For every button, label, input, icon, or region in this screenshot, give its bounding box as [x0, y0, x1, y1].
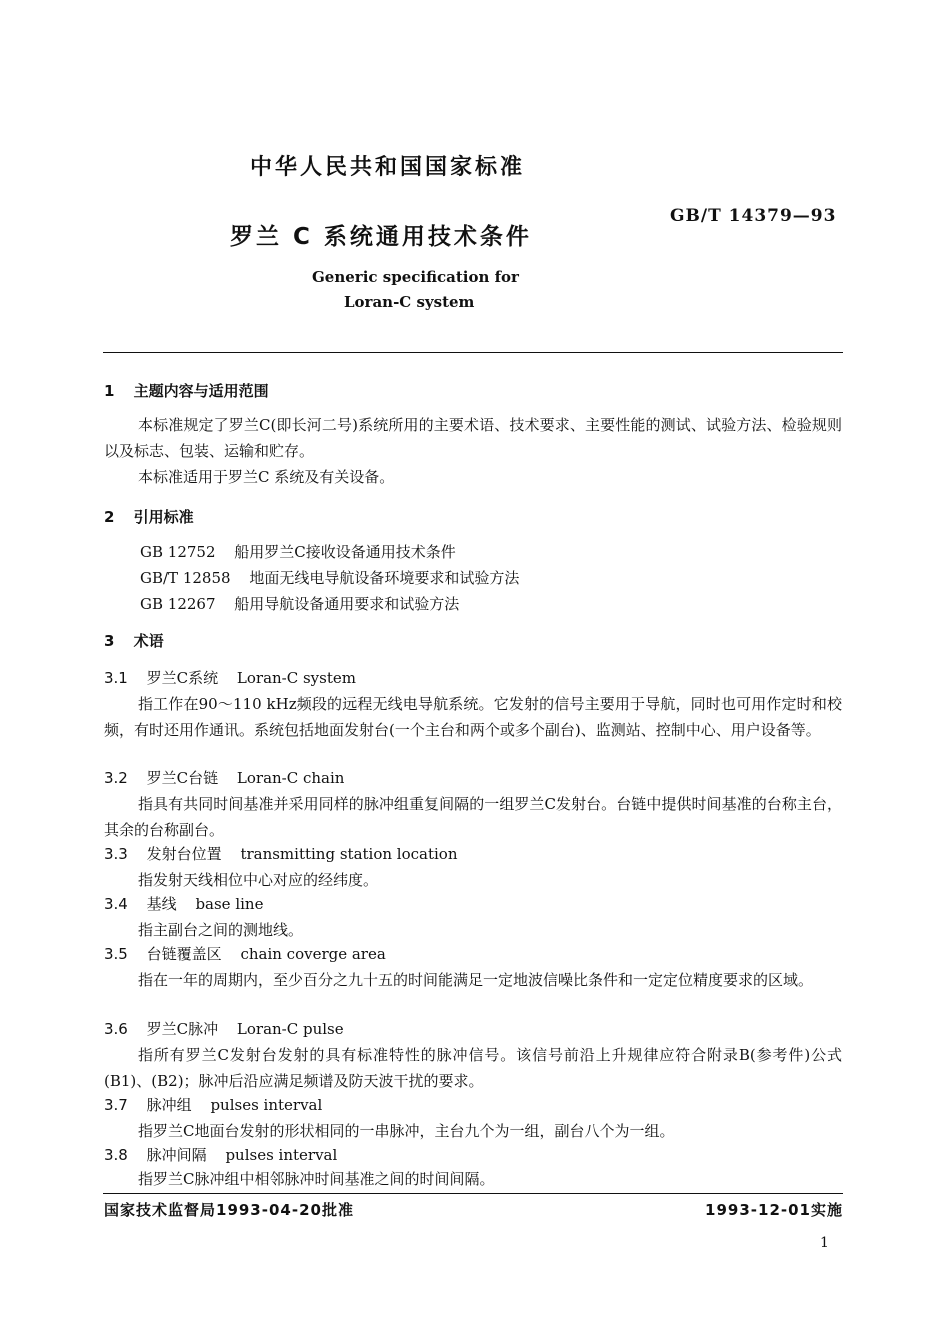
term-definition: 指主副台之间的测地线。	[138, 921, 304, 939]
document-title: 罗兰 C 系统通用技术条件	[230, 224, 532, 250]
reference-code: GB 12267	[140, 595, 216, 613]
section-1-heading	[104, 380, 269, 401]
term-english: transmitting station location	[240, 845, 458, 863]
term-english: base line	[195, 895, 264, 913]
section-1-paragraph-2: 本标准适用于罗兰C 系统及有关设备。	[138, 468, 395, 486]
term-chinese: 罗兰C脉冲	[146, 1020, 219, 1038]
term-english: pulses interval	[225, 1146, 338, 1164]
term-english: Loran-C system	[236, 669, 356, 687]
term-chinese: 脉冲组	[146, 1096, 192, 1114]
term-definition: 指所有罗兰C发射台发射的具有标准特性的脉冲信号。该信号前沿上升规律应符合附录B(参考件)公式(B1)、(B2)；脉冲后沿应满足频谱及防天波干扰的要求。	[104, 1046, 842, 1090]
term-heading	[104, 1015, 344, 1043]
term-chinese: 罗兰C台链	[146, 769, 219, 787]
term-chinese: 台链覆盖区	[146, 945, 222, 963]
header-rule	[103, 352, 843, 353]
term-number: 3.6	[104, 1020, 128, 1038]
term-number: 3.4	[104, 895, 128, 913]
section-3-heading	[104, 630, 164, 651]
reference-title: 船用罗兰C接收设备通用技术条件	[234, 543, 456, 561]
term-definition: 指工作在90～110 kHz频段的远程无线电导航系统。它发射的信号主要用于导航，同时也可用作定时和校频，有时还用作通讯。系统包括地面发射台(一个主台和两个或多个副台)、监测站、控制中心、用户设备等。	[104, 695, 842, 739]
term-heading	[104, 940, 386, 968]
term-number: 3.1	[104, 669, 128, 687]
term-english: chain coverge area	[240, 945, 386, 963]
term-english: Loran-C chain	[236, 769, 345, 787]
section-title: 术语	[133, 632, 164, 650]
section-title: 引用标准	[133, 508, 194, 526]
term-number: 3.7	[104, 1096, 128, 1114]
effective-date: 1993-12-01实施	[705, 1201, 843, 1219]
term-number: 3.3	[104, 845, 128, 863]
term-definition: 指罗兰C脉冲组中相邻脉冲时间基准之间的时间间隔。	[138, 1170, 495, 1188]
approval-line: 国家技术监督局1993-04-20批准	[104, 1201, 354, 1219]
term-heading	[104, 840, 457, 868]
term-number: 3.8	[104, 1146, 128, 1164]
reference-title: 船用导航设备通用要求和试验方法	[234, 595, 460, 613]
standard-code: GB/T 14379—93	[670, 206, 837, 226]
term-definition: 指在一年的周期内，至少百分之九十五的时间能满足一定地波信噪比条件和一定定位精度要求的区域。	[138, 971, 814, 989]
english-title-line1: Generic specification for	[312, 268, 519, 286]
section-title: 主题内容与适用范围	[133, 382, 269, 400]
english-title-line2: Loran-C system	[344, 293, 475, 311]
term-heading	[104, 664, 356, 692]
term-number: 3.5	[104, 945, 128, 963]
standard-banner: 中华人民共和国国家标准	[250, 155, 526, 180]
term-english: Loran-C pulse	[236, 1020, 344, 1038]
section-2-heading	[104, 506, 194, 527]
section-number: 3	[104, 632, 115, 650]
reference-code: GB/T 12858	[140, 569, 231, 587]
page-number: 1	[820, 1235, 829, 1251]
section-1-paragraph-1: 本标准规定了罗兰C(即长河二号)系统所用的主要术语、技术要求、主要性能的测试、试验方法、检验规则以及标志、包装、运输和贮存。	[104, 416, 842, 460]
term-number: 3.2	[104, 769, 128, 787]
term-heading	[104, 1141, 337, 1169]
reference-item	[140, 590, 459, 618]
reference-code: GB 12752	[140, 543, 216, 561]
term-definition: 指罗兰C地面台发射的形状相同的一串脉冲，主台九个为一组，副台八个为一组。	[138, 1122, 675, 1140]
term-definition: 指发射天线相位中心对应的经纬度。	[138, 871, 379, 889]
reference-title: 地面无线电导航设备环境要求和试验方法	[249, 569, 520, 587]
footer-rule	[103, 1193, 843, 1194]
term-heading	[104, 890, 263, 918]
term-chinese: 发射台位置	[146, 845, 222, 863]
reference-item	[140, 564, 519, 592]
reference-item	[140, 538, 456, 566]
section-number: 2	[104, 508, 115, 526]
term-heading	[104, 1091, 322, 1119]
term-chinese: 罗兰C系统	[146, 669, 219, 687]
term-heading	[104, 764, 344, 792]
term-chinese: 基线	[146, 895, 177, 913]
term-chinese: 脉冲间隔	[146, 1146, 207, 1164]
term-definition: 指具有共同时间基准并采用同样的脉冲组重复间隔的一组罗兰C发射台。台链中提供时间基准的台称主台，其余的台称副台。	[104, 795, 842, 839]
term-english: pulses interval	[210, 1096, 323, 1114]
section-number: 1	[104, 382, 115, 400]
